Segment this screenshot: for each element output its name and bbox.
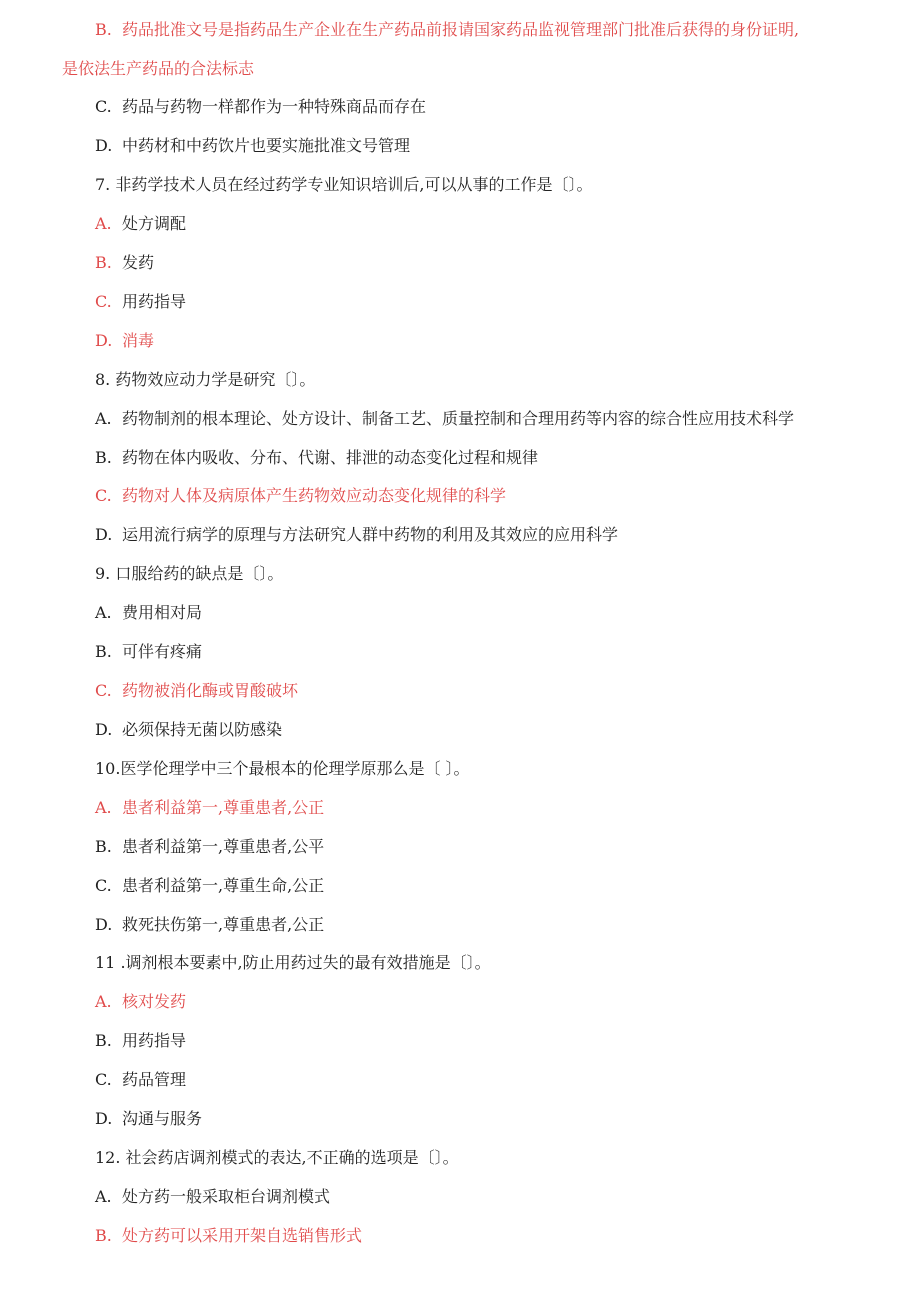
- option-line: [95, 1070, 186, 1090]
- question-line: [95, 175, 592, 195]
- option-letter: D.: [95, 1109, 113, 1128]
- option-line: [95, 136, 410, 156]
- question-line: [95, 564, 283, 584]
- answer-text: 药物被消化酶或胃酸破坏: [122, 681, 299, 700]
- option-letter: C.: [95, 97, 112, 116]
- option-letter: D.: [95, 720, 113, 739]
- option-letter: B.: [95, 1031, 112, 1050]
- option-line: [95, 798, 324, 818]
- line-text: 中药材和中药饮片也要实施批准文号管理: [122, 136, 411, 155]
- answer-text: 是依法生产药品的合法标志: [62, 59, 255, 78]
- option-line: [95, 1187, 330, 1207]
- line-text: 费用相对局: [122, 603, 203, 622]
- option-line: [95, 525, 618, 545]
- line-text: 药物制剂的根本理论、处方设计、制备工艺、质量控制和合理用药等内容的综合性应用技术科学: [122, 409, 795, 428]
- answer-text: 核对发药: [122, 992, 187, 1011]
- answer-text: 药物对人体及病原体产生药物效应动态变化规律的科学: [122, 486, 507, 505]
- option-line: [95, 448, 538, 468]
- option-line: [95, 720, 282, 740]
- line-text: 8. 药物效应动力学是研究〔〕。: [95, 370, 316, 389]
- question-line: [95, 370, 315, 390]
- line-text: 7. 非药学技术人员在经过药学专业知识培训后,可以从事的工作是〔〕。: [95, 175, 593, 194]
- line-text: 11 .调剂根本要素中,防止用药过失的最有效措施是〔〕。: [95, 953, 491, 972]
- option-letter: D.: [95, 331, 113, 350]
- line-text: 运用流行病学的原理与方法研究人群中药物的利用及其效应的应用科学: [122, 525, 619, 544]
- line-text: 药品管理: [122, 1070, 187, 1089]
- option-line: [95, 603, 202, 623]
- line-text: 救死扶伤第一,尊重患者,公正: [122, 915, 325, 934]
- option-line: [95, 876, 324, 896]
- option-line: [95, 642, 202, 662]
- option-letter: A.: [95, 798, 112, 817]
- option-line: [95, 486, 506, 506]
- line-text: 患者利益第一,尊重生命,公正: [122, 876, 325, 895]
- option-line: [95, 292, 186, 312]
- line-text: 用药指导: [122, 292, 187, 311]
- answer-text: 药品批准文号是指药品生产企业在生产药品前报请国家药品监视管理部门批准后获得的身份证明,: [122, 20, 800, 39]
- option-letter: B.: [95, 642, 112, 661]
- line-text: 用药指导: [122, 1031, 187, 1050]
- option-line: [95, 409, 794, 429]
- option-letter: C.: [95, 681, 112, 700]
- option-letter: B.: [95, 1226, 112, 1245]
- option-letter: B.: [95, 20, 112, 39]
- option-line: [95, 1109, 202, 1129]
- line-text: 药物在体内吸收、分布、代谢、排泄的动态变化过程和规律: [122, 448, 539, 467]
- option-letter: A.: [95, 214, 112, 233]
- line-text: 必须保持无菌以防感染: [122, 720, 283, 739]
- option-letter: C.: [95, 1070, 112, 1089]
- option-letter: D.: [95, 915, 113, 934]
- option-line: [95, 20, 799, 40]
- option-letter: A.: [95, 1187, 112, 1206]
- line-text: 9. 口服给药的缺点是〔〕。: [95, 564, 284, 583]
- line-text: 10.医学伦理学中三个最根本的伦理学原那么是〔 〕。: [95, 759, 470, 778]
- line-text: 处方调配: [122, 214, 187, 233]
- option-letter: B.: [95, 253, 112, 272]
- option-letter: B.: [95, 837, 112, 856]
- option-line: [95, 992, 186, 1012]
- option-letter: D.: [95, 136, 113, 155]
- option-line: [95, 97, 426, 117]
- option-letter: C.: [95, 876, 112, 895]
- option-letter: B.: [95, 448, 112, 467]
- line-text: 沟通与服务: [122, 1109, 203, 1128]
- line-text: 药品与药物一样都作为一种特殊商品而存在: [122, 97, 427, 116]
- option-line: [95, 331, 154, 351]
- option-letter: C.: [95, 486, 112, 505]
- question-line: [95, 759, 470, 779]
- option-line: [95, 681, 298, 701]
- option-line: [95, 1226, 362, 1246]
- option-letter: A.: [95, 409, 112, 428]
- option-continuation: [62, 59, 254, 79]
- question-line: [95, 1148, 459, 1168]
- option-letter: D.: [95, 525, 113, 544]
- line-text: 患者利益第一,尊重患者,公平: [122, 837, 325, 856]
- option-line: [95, 253, 154, 273]
- line-text: 可伴有疼痛: [122, 642, 203, 661]
- option-line: [95, 837, 324, 857]
- option-letter: A.: [95, 603, 112, 622]
- question-line: [95, 953, 491, 973]
- option-letter: C.: [95, 292, 112, 311]
- line-text: 处方药一般采取柜台调剂模式: [122, 1187, 331, 1206]
- answer-text: 消毒: [122, 331, 155, 350]
- option-line: [95, 915, 324, 935]
- line-text: 发药: [122, 253, 155, 272]
- answer-text: 患者利益第一,尊重患者,公正: [122, 798, 325, 817]
- option-line: [95, 1031, 186, 1051]
- line-text: 12. 社会药店调剂模式的表达,不正确的选项是〔〕。: [95, 1148, 459, 1167]
- answer-text: 处方药可以采用开架自选销售形式: [122, 1226, 363, 1245]
- option-letter: A.: [95, 992, 112, 1011]
- option-line: [95, 214, 186, 234]
